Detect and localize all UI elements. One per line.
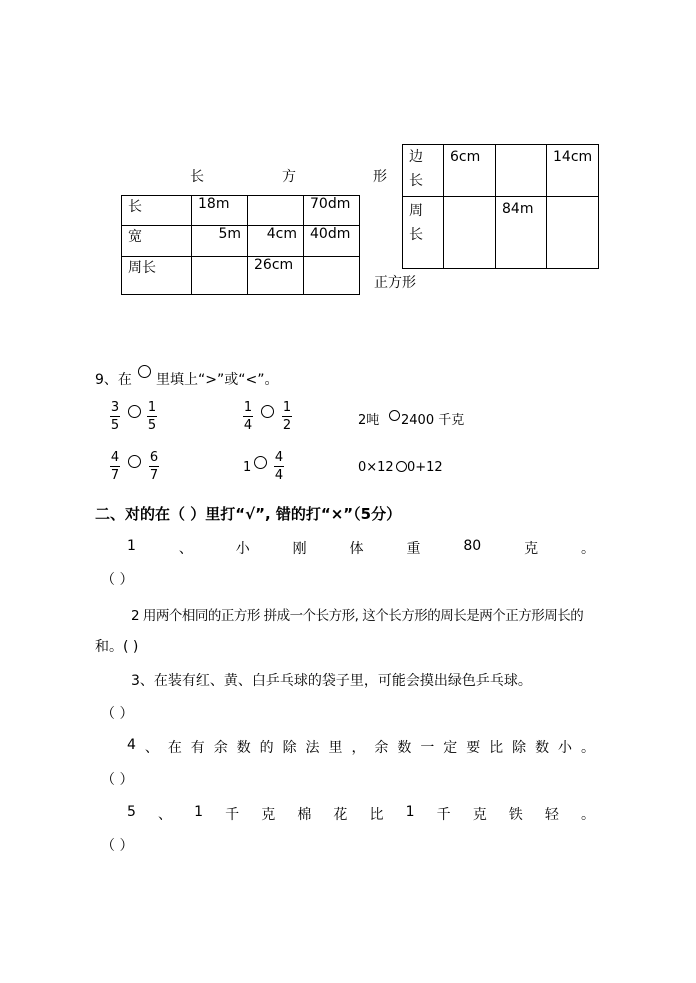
q1-token: 小	[235, 541, 250, 557]
q5-answer-blank[interactable]: （ ）	[101, 838, 134, 854]
q1-token: 克	[524, 541, 539, 557]
numerator: 1	[147, 400, 157, 415]
q5-token: 克	[472, 807, 487, 823]
denominator: 5	[147, 418, 157, 433]
q3-text: 3、在装有红、黄、白乒乓球的袋子里，可能会摸出绿色乒乓球。	[131, 673, 532, 689]
rect-cell: 长	[122, 196, 192, 226]
q5-token: 铁	[508, 807, 523, 823]
q1-token: 、	[178, 541, 193, 557]
rect-cell: 26cm	[248, 257, 304, 295]
fraction	[149, 450, 159, 483]
q9c-left: 2吨	[358, 413, 380, 428]
q5-token: 。	[580, 807, 595, 823]
compare-circle[interactable]	[389, 410, 400, 421]
q5-token: 千	[436, 807, 451, 823]
q1-answer-blank[interactable]: （ ）	[101, 572, 134, 588]
q5-token: 1	[194, 804, 204, 820]
numerator: 4	[274, 450, 284, 465]
q1-token: 刚	[292, 541, 307, 557]
square-cell	[496, 145, 547, 197]
numerator: 3	[110, 400, 120, 415]
square-cell	[444, 197, 496, 269]
rect-title-3: 形	[373, 169, 387, 185]
q2-line1: 2 用两个相同的正方形 拼成一个长方形, 这个长方形的周长是两个正方形周长的	[131, 608, 584, 624]
q5-token: 棉	[297, 807, 312, 823]
numerator: 1	[243, 400, 253, 415]
section2-title: 二、对的在（ ）里打“√”, 错的打“×”（5分）	[95, 505, 402, 523]
rect-cell	[192, 257, 248, 295]
q9c-right: 2400 千克	[401, 413, 465, 428]
q4-token: 的	[259, 740, 274, 756]
rectangle-table	[121, 195, 360, 295]
numerator: 1	[282, 400, 292, 415]
fraction	[110, 400, 120, 433]
rect-title-1: 长	[190, 169, 204, 185]
q4-token: 余	[213, 740, 228, 756]
compare-circle[interactable]	[128, 405, 141, 418]
q1-token: 重	[406, 541, 421, 557]
denominator: 7	[149, 468, 159, 483]
q4-token: 4	[127, 737, 136, 753]
square-label-cell	[403, 197, 444, 269]
compare-circle[interactable]	[396, 461, 407, 472]
q5-token: 千	[225, 807, 240, 823]
q5-token: 克	[261, 807, 276, 823]
q4-token: 。	[580, 740, 595, 756]
fraction	[110, 450, 120, 483]
denominator: 2	[282, 418, 292, 433]
rect-cell: 宽	[122, 226, 192, 257]
q2-line2[interactable]: 和。( )	[95, 639, 139, 655]
q4-token: 除	[282, 740, 297, 756]
square-cell: 14cm	[547, 145, 599, 197]
square-table	[402, 144, 599, 269]
q5-token: 5	[127, 804, 136, 820]
q4-token: 数	[236, 740, 251, 756]
q4-token: 除	[512, 740, 527, 756]
q4-token: ，	[351, 740, 366, 756]
compare-circle[interactable]	[254, 456, 267, 469]
circle-blank[interactable]	[138, 365, 151, 378]
q9f-right: 0+12	[407, 460, 443, 475]
square-label: 正方形	[374, 275, 416, 291]
rect-cell: 4cm	[248, 226, 304, 257]
q9-prefix: 9、在	[95, 372, 132, 388]
q4-token: 在	[167, 740, 182, 756]
rect-cell: 周长	[122, 257, 192, 295]
square-label-cell	[403, 145, 444, 197]
rect-cell: 5m	[192, 226, 248, 257]
q3-answer-blank[interactable]: （ ）	[101, 706, 134, 722]
numerator: 4	[110, 450, 120, 465]
q4-token: 定	[443, 740, 458, 756]
q1-line	[127, 538, 595, 558]
q4-answer-blank[interactable]: （ ）	[101, 772, 134, 788]
q4-line	[127, 737, 595, 757]
square-cell: 84m	[496, 197, 547, 269]
compare-circle[interactable]	[128, 455, 141, 468]
rect-title-2: 方	[282, 169, 296, 185]
q4-token: 法	[305, 740, 320, 756]
q5-token: 轻	[544, 807, 559, 823]
q5-line	[127, 804, 595, 824]
fraction	[243, 400, 253, 433]
compare-circle[interactable]	[261, 405, 274, 418]
q4-token: 小	[558, 740, 573, 756]
q9-suffix: 里填上“>”或“<”。	[156, 372, 279, 388]
rect-cell: 18m	[192, 196, 248, 226]
rect-cell: 70dm	[304, 196, 360, 226]
q4-token: 比	[489, 740, 504, 756]
fraction	[147, 400, 157, 433]
square-cell: 6cm	[444, 145, 496, 197]
rect-cell	[248, 196, 304, 226]
q4-token: 有	[190, 740, 205, 756]
square-label-2a: 周	[409, 203, 423, 219]
rect-cell: 40dm	[304, 226, 360, 257]
square-cell	[547, 197, 599, 269]
rect-cell	[304, 257, 360, 295]
q4-token: 里	[328, 740, 343, 756]
square-label-1b: 长	[409, 173, 423, 189]
q9e-whole: 1	[243, 460, 252, 475]
q1-token: 80	[463, 538, 482, 554]
numerator: 6	[149, 450, 159, 465]
fraction	[274, 450, 284, 483]
square-label-1a: 边	[409, 149, 423, 165]
q4-token: 要	[466, 740, 481, 756]
q5-token: 花	[333, 807, 348, 823]
q4-token: 一	[420, 740, 435, 756]
q1-token: 1	[127, 538, 136, 554]
q4-token: 数	[535, 740, 550, 756]
q4-token: 余	[374, 740, 389, 756]
denominator: 7	[110, 468, 120, 483]
denominator: 4	[243, 418, 253, 433]
q1-token: 体	[349, 541, 364, 557]
denominator: 5	[110, 418, 120, 433]
q9f-left: 0×12	[358, 460, 394, 475]
q1-token: 。	[581, 541, 595, 557]
fraction	[282, 400, 292, 433]
q5-token: 1	[405, 804, 415, 820]
q4-token: 数	[397, 740, 412, 756]
q5-token: 、	[158, 807, 173, 823]
q4-token: 、	[144, 740, 159, 756]
denominator: 4	[274, 468, 284, 483]
square-label-2b: 长	[409, 227, 423, 243]
q5-token: 比	[369, 807, 384, 823]
